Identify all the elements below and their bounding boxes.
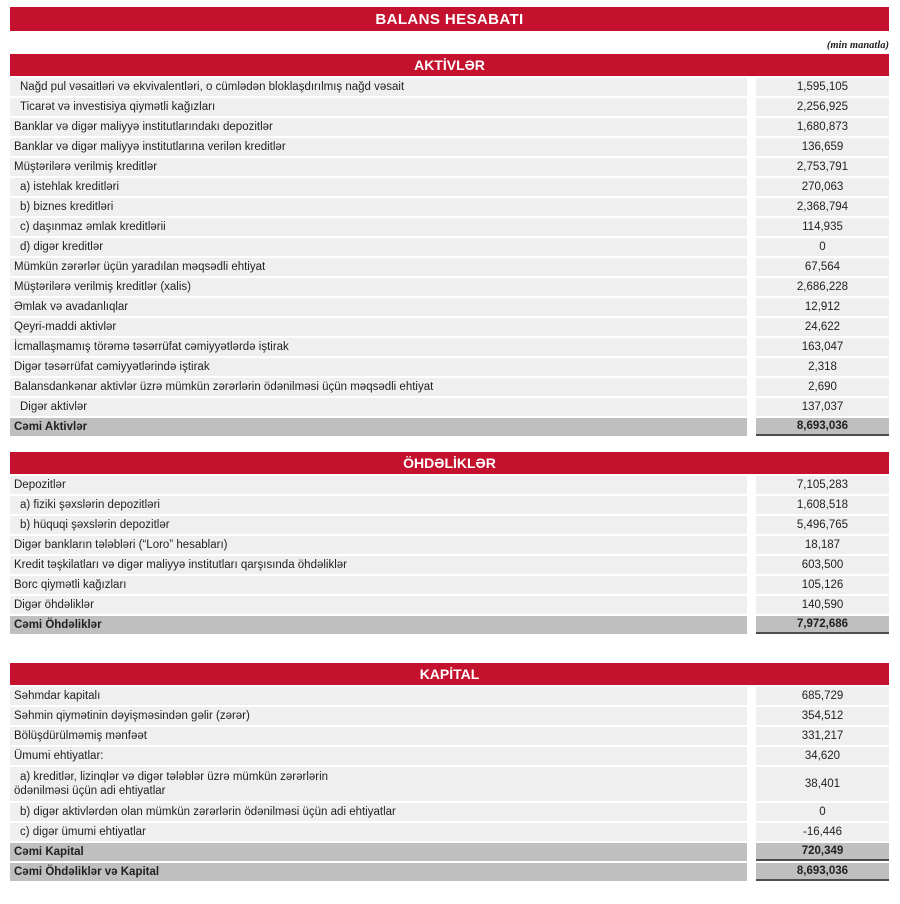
row-label: Balansdankənar aktivlər üzrə mümkün zərərlərin ödənilməsi üçün məqsədli ehtiyat <box>10 378 747 396</box>
section-1 <box>10 54 889 436</box>
row-value: 2,318 <box>756 358 889 376</box>
table-row <box>10 687 889 705</box>
table-row <box>10 378 889 396</box>
row-value: 2,686,228 <box>756 278 889 296</box>
row-label: b) digər aktivlərdən olan mümkün zərərlərin ödənilməsi üçün adi ehtiyatlar <box>10 803 747 821</box>
row-value: 67,564 <box>756 258 889 276</box>
row-label: d) digər kreditlər <box>10 238 747 256</box>
row-label: a) fiziki şəxslərin depozitləri <box>10 496 747 514</box>
row-label: Cəmi Öhdəliklər <box>10 616 747 634</box>
table-row <box>10 556 889 574</box>
row-label: Digər aktivlər <box>10 398 747 416</box>
table-row <box>10 138 889 156</box>
row-label: Qeyri-maddi aktivlər <box>10 318 747 336</box>
row-label: Mümkün zərərlər üçün yaradılan məqsədli ehtiyat <box>10 258 747 276</box>
table-row <box>10 576 889 594</box>
row-label: Səhmin qiymətinin dəyişməsindən gəlir (zərər) <box>10 707 747 725</box>
row-value: 7,105,283 <box>756 476 889 494</box>
row-label: Ticarət və investisiya qiymətli kağızları <box>10 98 747 116</box>
row-label: a) istehlak kreditləri <box>10 178 747 196</box>
row-value: 1,595,105 <box>756 78 889 96</box>
row-value: 1,608,518 <box>756 496 889 514</box>
row-value: 354,512 <box>756 707 889 725</box>
table-row <box>10 803 889 821</box>
row-label: Borc qiymətli kağızları <box>10 576 747 594</box>
table-row <box>10 278 889 296</box>
row-value: 720,349 <box>756 843 889 861</box>
report-title: BALANS HESABATI <box>375 10 524 28</box>
row-value: 163,047 <box>756 338 889 356</box>
row-label: Banklar və digər maliyyə institutlarına verilən kreditlər <box>10 138 747 156</box>
table-row <box>10 496 889 514</box>
unit-note: (min manatla) <box>826 40 889 51</box>
row-value: 2,368,794 <box>756 198 889 216</box>
row-value: 12,912 <box>756 298 889 316</box>
row-value: 137,037 <box>756 398 889 416</box>
row-value: 270,063 <box>756 178 889 196</box>
table-row <box>10 476 889 494</box>
row-value: 5,496,765 <box>756 516 889 534</box>
row-label: c) daşınmaz əmlak kreditlərii <box>10 218 747 236</box>
row-label: Cəmi Öhdəliklər və Kapital <box>10 863 747 881</box>
row-label: Digər təsərrüfat cəmiyyətlərində iştirak <box>10 358 747 376</box>
row-label: Bölüşdürülməmiş mənfəət <box>10 727 747 745</box>
section-header: KAPİTAL <box>10 663 889 685</box>
total-row <box>10 863 889 881</box>
balance-table <box>10 54 889 881</box>
row-label: Müştərilərə verilmiş kreditlər <box>10 158 747 176</box>
row-label: Depozitlər <box>10 476 747 494</box>
section-header: ÖHDƏLİKLƏR <box>10 452 889 474</box>
table-row <box>10 358 889 376</box>
row-value: 2,256,925 <box>756 98 889 116</box>
row-value: 2,690 <box>756 378 889 396</box>
row-value: -16,446 <box>756 823 889 841</box>
section-header: AKTİVLƏR <box>10 54 889 76</box>
table-row <box>10 258 889 276</box>
row-label: Cəmi Kapital <box>10 843 747 861</box>
table-row <box>10 823 889 841</box>
table-row <box>10 118 889 136</box>
row-label: Nağd pul vəsaitləri və ekvivalentləri, o cümlədən bloklaşdırılmış nağd vəsait <box>10 78 747 96</box>
table-row <box>10 398 889 416</box>
row-value: 24,622 <box>756 318 889 336</box>
table-row <box>10 727 889 745</box>
row-value: 140,590 <box>756 596 889 614</box>
row-value: 331,217 <box>756 727 889 745</box>
row-label: Ümumi ehtiyatlar: <box>10 747 747 765</box>
table-row <box>10 516 889 534</box>
table-row <box>10 218 889 236</box>
total-row <box>10 616 889 634</box>
table-row <box>10 747 889 765</box>
table-row <box>10 238 889 256</box>
section-3 <box>10 663 889 881</box>
row-value: 0 <box>756 803 889 821</box>
row-value: 0 <box>756 238 889 256</box>
table-row <box>10 767 889 801</box>
table-row <box>10 78 889 96</box>
row-value: 7,972,686 <box>756 616 889 634</box>
row-label: Digər bankların tələbləri (“Loro” hesabları) <box>10 536 747 554</box>
row-label: Əmlak və avadanlıqlar <box>10 298 747 316</box>
row-label: b) biznes kreditləri <box>10 198 747 216</box>
row-label: Kredit təşkilatları və digər maliyyə institutları qarşısında öhdəliklər <box>10 556 747 574</box>
row-value: 8,693,036 <box>756 418 889 436</box>
table-row <box>10 338 889 356</box>
row-label: b) hüquqi şəxslərin depozitlər <box>10 516 747 534</box>
total-row <box>10 418 889 436</box>
row-label: Digər öhdəliklər <box>10 596 747 614</box>
table-row <box>10 596 889 614</box>
row-value: 34,620 <box>756 747 889 765</box>
row-label: Cəmi Aktivlər <box>10 418 747 436</box>
table-row <box>10 318 889 336</box>
row-value: 38,401 <box>756 767 889 801</box>
table-row <box>10 298 889 316</box>
section-2 <box>10 452 889 634</box>
table-row <box>10 707 889 725</box>
row-label: Müştərilərə verilmiş kreditlər (xalis) <box>10 278 747 296</box>
row-value: 685,729 <box>756 687 889 705</box>
row-value: 105,126 <box>756 576 889 594</box>
row-value: 18,187 <box>756 536 889 554</box>
row-label: Banklar və digər maliyyə institutlarındakı depozitlər <box>10 118 747 136</box>
row-label: Səhmdar kapitalı <box>10 687 747 705</box>
row-value: 114,935 <box>756 218 889 236</box>
table-row <box>10 198 889 216</box>
table-row <box>10 536 889 554</box>
row-value: 603,500 <box>756 556 889 574</box>
table-row <box>10 158 889 176</box>
row-value: 136,659 <box>756 138 889 156</box>
row-label: a) kreditlər, lizinqlər və digər tələblər üzrə mümkün zərərlərin ödənilməsi üçün adi ehtiyatlar <box>10 767 747 801</box>
table-row <box>10 98 889 116</box>
row-value: 2,753,791 <box>756 158 889 176</box>
row-label: İcmallaşmamış törəmə təsərrüfat cəmiyyətlərdə iştirak <box>10 338 747 356</box>
row-value: 1,680,873 <box>756 118 889 136</box>
total-row <box>10 843 889 861</box>
table-row <box>10 178 889 196</box>
report-title-bar <box>10 7 889 31</box>
row-label: c) digər ümumi ehtiyatlar <box>10 823 747 841</box>
row-value: 8,693,036 <box>756 863 889 881</box>
